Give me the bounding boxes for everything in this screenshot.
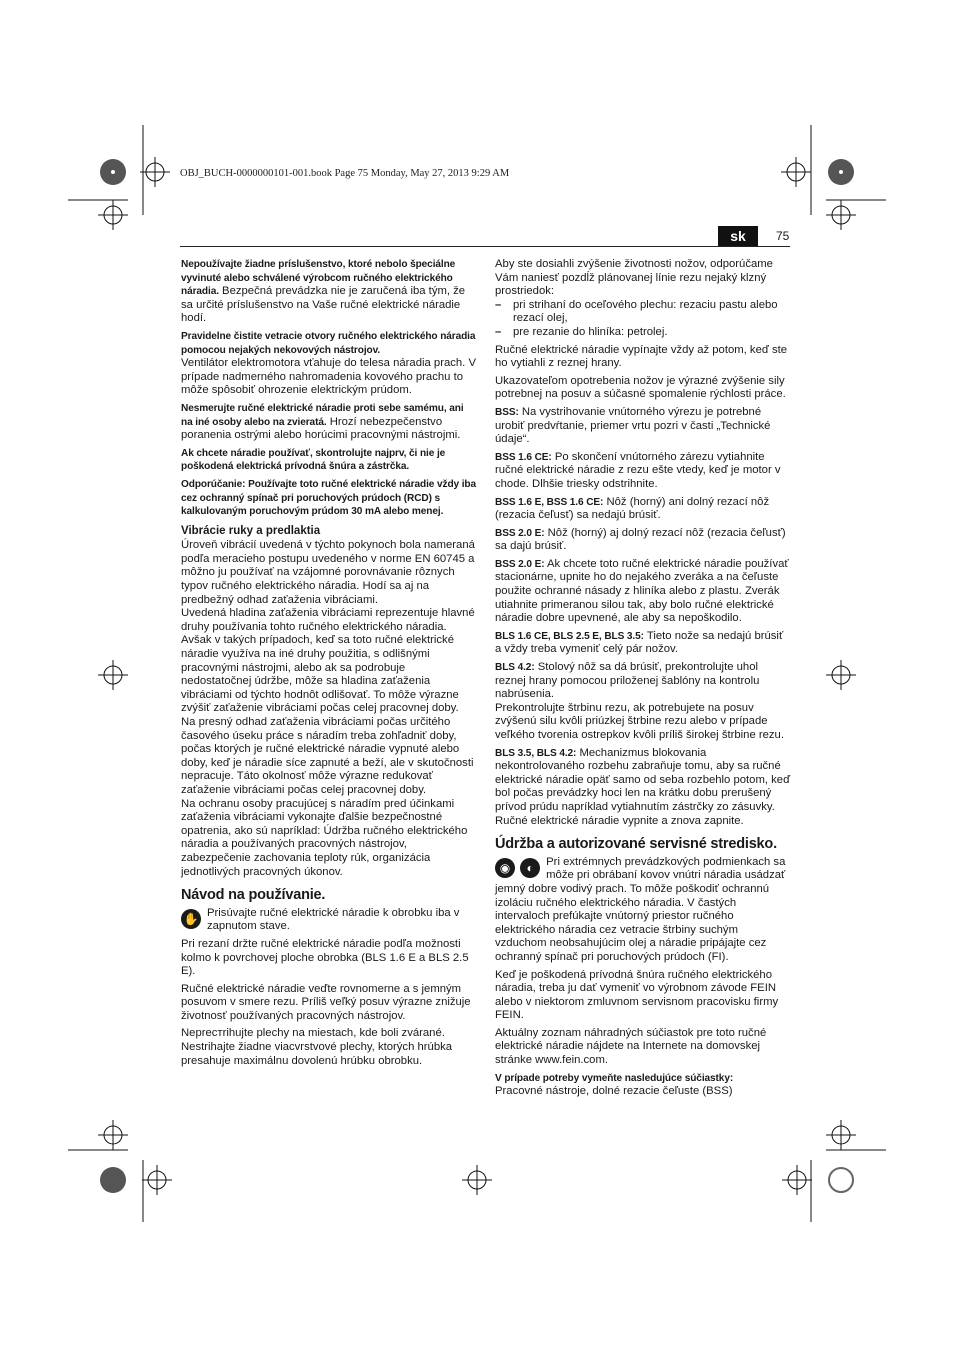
paragraph: Ručné elektrické náradie vypínajte vždy až potom, keď ste ho vytiahli z reznej hrany. — [495, 343, 788, 370]
paragraph: BLS 1.6 CE, BLS 2.5 E, BLS 3.5: Tieto nože sa nedajú brúsiť a vždy treba vymeniť celý pár nožov. — [495, 629, 784, 656]
section-heading: Údržba a autorizované servisné stredisko. — [495, 836, 777, 853]
safety-goggles-icon: ◉ — [495, 858, 515, 878]
paragraph: BSS: Na vystrihovanie vnútorného výrezu je potrebné urobiť predvŕtanie, priemer vrtu pozri v časti „Technické údaje“. — [495, 405, 771, 446]
paragraph: Na ochranu osoby pracujúcej s náradím pred účinkami zaťaženia vibráciami vykonajte ďalšie bezpečnostné opatrenia, ako sú napríklad: Údržba ručného elektrického náradia a používaných pracovných nástrojov, zabezpečenie zachovania teploty rúk, organizácia jednotlivých pracovných úkonov. — [181, 797, 468, 878]
list-item: – pre rezanie do hliníka: petrolej. — [495, 325, 668, 338]
paragraph: BLS 4.2: Stolový nôž sa dá brúsiť, prekontrolujte uhol reznej hrany pomocou priloženej šablóny na kontrolu nabrúsenia. — [495, 661, 760, 701]
paragraph: BSS 1.6 CE: Po skončení vnútorného zárezu vytiahnite ručné elektrické náradie z rezu ešte vtedy, keď je motor v chode. Dlhšie triesky odstrihnite. — [495, 450, 781, 490]
left-column — [181, 258, 477, 1072]
paragraph: Nepoužívajte žiadne príslušenstvo, ktoré nebolo špeciálne vyvinuté alebo schválené výrobcom ručného elektrického náradia. Bezpečná prevádzka nie je zaručená iba tým, že sa určité príslušenstvo na Vaše ručné elektrické náradie hodí. — [181, 259, 466, 325]
paragraph: Nepreстrihujte plechy na miestach, kde boli zvárané. Nestrihajte žiadne viacvrstvové plechy, ktorých hrúbka presahuje maximálnu dovolenú hrúbku obrobku. — [181, 1027, 453, 1067]
paragraph: Ukazovateľom opotrebenia nožov je výrazné zvýšenie sily potrebnej na posuv a súčasné spomalenie rýchlosti práce. — [495, 374, 786, 401]
icon-paragraph: ◉ ◐ Pri extrémnych prevádzkových podmienkach sa môže pri obrábaní kovov vnútri náradia usádzať jemný dobre vodivý prach. To môže poškodiť ochrannú izoláciu ručného elektrického náradia. V častých intervaloch prefúkajte vnútorný priestor ručného elektrického náradia cez vetracie štrbiny suchým vzduchom neobsahujúcim olej a náradie pripájajte cez ochranný spínač pri poruchových prúdoch (FI). — [495, 855, 786, 963]
paragraph: Pri rezaní držte ručné elektrické náradie podľa možnosti kolmo k povrchovej ploche obrobka (BLS 1.6 E a BLS 2.5 E). — [181, 937, 469, 978]
icon-paragraph: ✋ Prisúvajte ručné elektrické náradie k obrobku iba v zapnutom stave. — [181, 907, 477, 934]
paragraph: BSS 2.0 E: Nôž (horný) aj dolný rezací nôž (rezacia čeľusť) sa dajú brúsiť. — [495, 526, 786, 553]
paragraph: V prípade potreby vymeňte nasledujúce súčiastky: — [495, 1072, 734, 1084]
paragraph: Pravidelne čistite vetracie otvory ručného elektrického náradia pomocou nejakých nekovových nástrojov. Ventilátor elektromotora vťahuje do telesa náradia prach. V prípade nadmerného nahromadenia kovového prachu to môže spôsobiť ohrozenie elektrickým prúdom. — [181, 330, 476, 397]
paragraph: BSS 1.6 E, BSS 1.6 CE: Nôž (horný) ani dolný rezací nôž (rezacia čeľusť) sa nedajú brúsiť. — [495, 495, 770, 522]
paragraph: Prekontrolujte štrbinu rezu, ak potrebujete na posuv zvýšenú silu kvôli priúzkej štrbine rezu alebo v prípade veľkého tvorenia ostrepkov kvôli príliš širokej štrbine rezu. — [495, 701, 784, 741]
paragraph: Pracovné nástroje, dolné rezacie čeľuste (BSS) — [495, 1085, 733, 1098]
paragraph: Odporúčanie: Používajte toto ručné elektrické náradie vždy iba cez ochranný spínač pri poruchových prúdoch (RCD) s kalkulovaným poruchovým prúdom 30 mA alebo menej. — [181, 478, 477, 518]
hand-tool-icon: ✋ — [181, 909, 201, 929]
paragraph: Na presný odhad zaťaženia vibráciami počas určitého časového úseku práce s náradím treba zohľadniť doby, počas ktorých je ručné elektrické náradie vypnuté alebo doby, keď je náradie síce zapnuté a beží, ale v skutočnosti nepracuje. Táto okolnosť môže výrazne redukovať zaťaženie vibráciami počas celej pracovnej doby. — [181, 716, 474, 796]
paragraph: Aby ste dosiahli zvýšenie životnosti nožov, odporúčame Vám naniesť pozdĺž plánovanej línie rezu nejaký klzný prostriedok: — [495, 258, 773, 298]
paragraph: BLS 3.5, BLS 4.2: Mechanizmus blokovania nekontrolovaného rozbehu zabraňuje tomu, aby sa ručné elektrické náradie opäť samo od seba rozbehlo potom, keď bol počas prevádzky hoci len na krátku dobu prerušený prívod prúdu napríklad vytiahnutím zástrčky zo zásuvky. Ručné elektrické náradie vypnite a znova zapnite. — [495, 746, 791, 827]
paragraph: Keď je poškodená prívodná šnúra ručného elektrického náradia, treba ju dať vymeniť vo výrobnom závode FEIN alebo v niektorom zmluvnom servisnom pracovisku firmy FEIN. — [495, 968, 779, 1022]
dust-mask-icon: ◐ — [520, 858, 540, 878]
paragraph: BSS 2.0 E: Ak chcete toto ručné elektrické náradie používať stacionárne, upnite ho do nejakého zveráka a na čeľuste použite ochranné násady z hliníka alebo z plastu. Zverák utiahnite primeranou silou tak, aby bolo ručné elektrické náradie dobre upevnené, ale aby sa nepoškodilo. — [495, 557, 789, 625]
right-column — [495, 258, 791, 1103]
language-badge: sk — [718, 226, 758, 246]
paragraph: Uvedená hladina zaťaženia vibráciami reprezentuje hlavné druhy používania tohto ručného elektrického náradia. Avšak v takých prípadoch, keď sa toto ručné elektrické náradie využíva na iné druhy použitia, s odlišnými pracovnými nástrojmi, alebo ak sa podrobuje nedostatočnej údržbe, môže sa hladina zaťaženia vibráciami od týchto hodnôt odlišovať. To môže výrazne zvýšiť zaťaženie vibráciami počas celej pracovnej doby. — [181, 607, 475, 715]
paragraph: Úroveň vibrácií uvedená v týchto pokynoch bola nameraná podľa meracieho postupu uvedeného v norme EN 60745 a môžno ju používať na vzájomné porovnávanie rôznych typov ručného elektrického náradia. Hodí sa aj na predbežný odhad zaťaženia vibráciami. — [181, 539, 475, 606]
paragraph: Ručné elektrické náradie veďte rovnomerne a s jemným posuvom v smere rezu. Príliš veľký posuv výrazne znižuje životnosť používaných pracovných nástrojov. — [181, 982, 471, 1022]
paragraph: Aktuálny zoznam náhradných súčiastok pre toto ručné elektrické náradie nájdete na Internete na domovskej stránke www.fein.com. — [495, 1026, 767, 1067]
header-rule — [180, 246, 790, 247]
section-heading: Vibrácie ruky a predlaktia — [181, 524, 321, 537]
section-heading: Návod na používanie. — [181, 887, 326, 904]
paragraph: Ak chcete náradie používať, skontrolujte najprv, či nie je poškodená elektrická prívodná šnúra a zástrčka. — [181, 447, 446, 473]
paragraph: Nesmerujte ručné elektrické náradie proti sebe samému, ani na iné osoby alebo na zvieratá. Hrozí nebezpečenstvo poranenia ostrými alebo horúcimi pracovnými nástrojmi. — [181, 402, 464, 442]
list-item: – pri strihaní do oceľového plechu: rezaciu pastu alebo rezací olej, — [495, 298, 778, 325]
page-number: 75 — [776, 229, 790, 243]
file-header: OBJ_BUCH-0000000101-001.book Page 75 Monday, May 27, 2013 9:29 AM — [180, 168, 510, 179]
